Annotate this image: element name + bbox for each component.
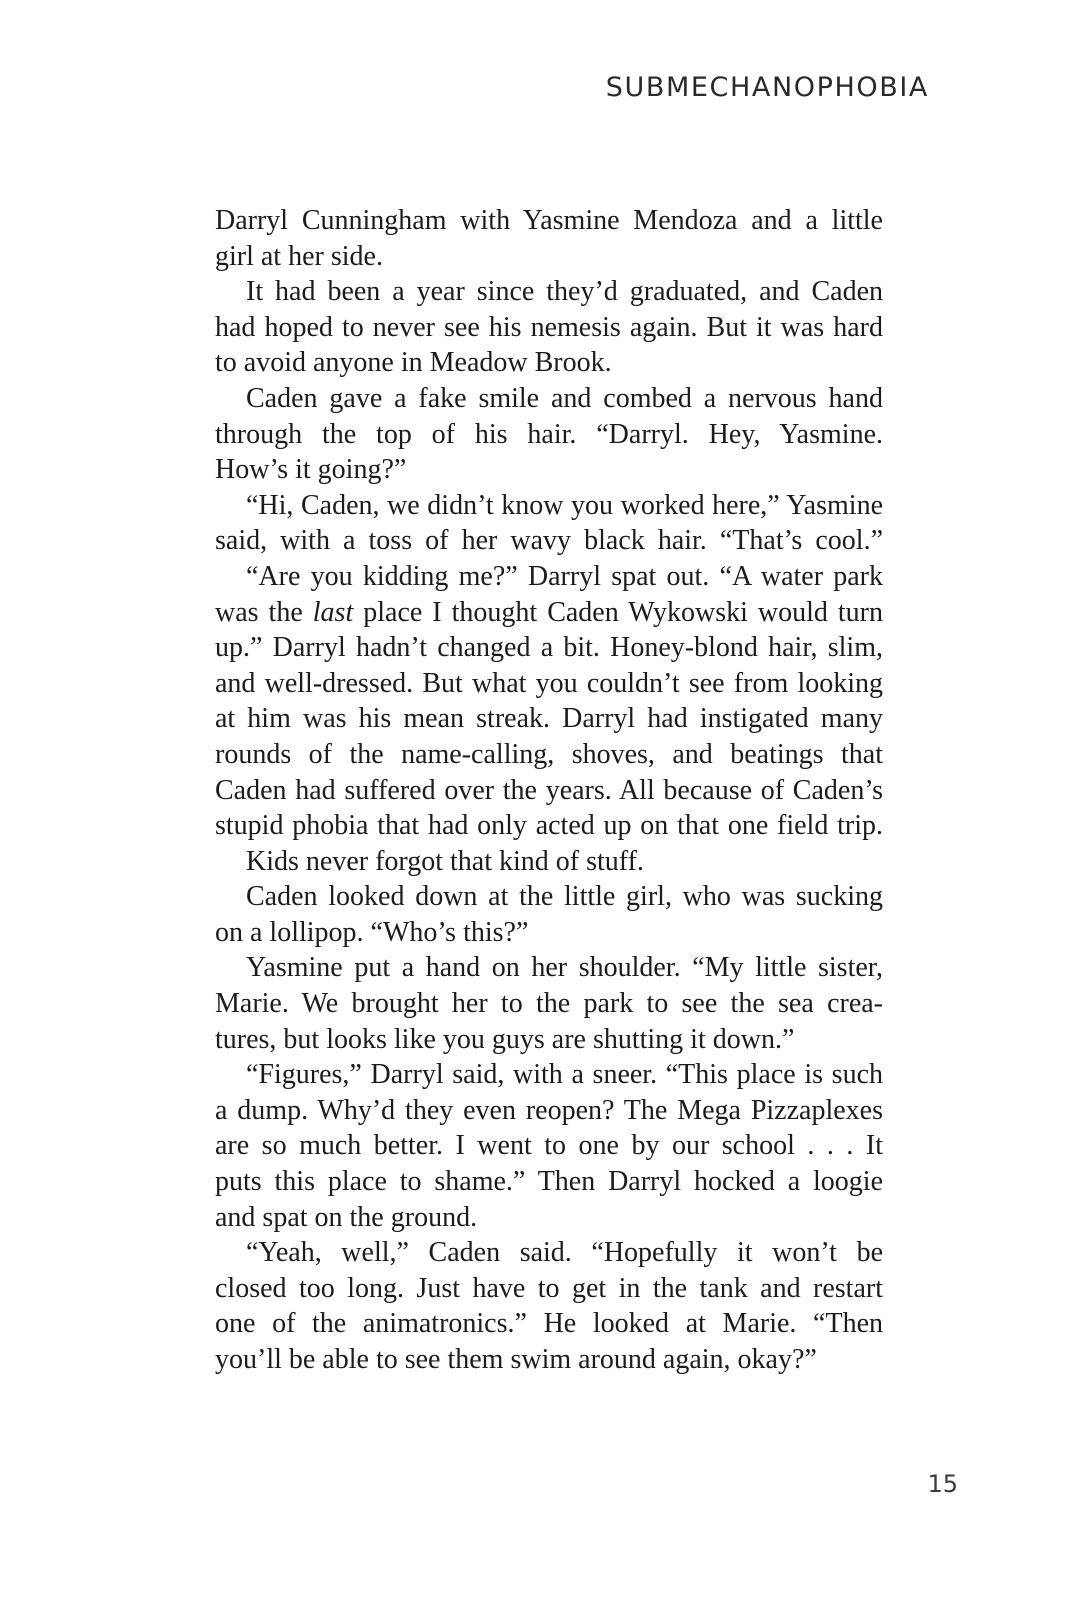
- text-line: “Figures,” Darryl said, with a sneer. “This place is such: [246, 1059, 883, 1091]
- text-line: “Hi, Caden, we didn’t know you worked here,” Yasmine: [246, 489, 883, 521]
- text-line: Caden gave a fake smile and combed a nervous hand: [246, 382, 883, 414]
- text-line: Yasmine put a hand on her shoulder. “My little sister,: [246, 952, 883, 984]
- body-text: [215, 203, 883, 1378]
- running-head-title: SUBMECHANOPHOBIA: [605, 72, 929, 103]
- line-segment: place I thought Caden Wykowski would turn: [353, 596, 883, 628]
- text-line: one of the animatronics.” He looked at Marie. “Then: [215, 1308, 883, 1340]
- text-line: “Yeah, well,” Caden said. “Hopefully it won’t be: [246, 1237, 883, 1269]
- text-line: and spat on the ground.: [215, 1201, 478, 1233]
- text-line: stupid phobia that had only acted up on that one field trip.: [215, 810, 883, 842]
- text-line: rounds of the name-calling, shoves, and beatings that: [215, 738, 883, 770]
- text-line: closed too long. Just have to get in the tank and restart: [215, 1272, 883, 1304]
- text-line: Marie. We brought her to the park to see the sea crea-: [215, 988, 883, 1020]
- text-line: up.” Darryl hadn’t changed a bit. Honey-blond hair, slim,: [215, 632, 883, 664]
- text-line: are so much better. I went to one by our school . . . It: [215, 1130, 883, 1162]
- text-line: Darryl Cunningham with Yasmine Mendoza and a little: [215, 205, 883, 236]
- italic-word: last: [312, 596, 354, 628]
- text-line: How’s it going?”: [215, 454, 407, 486]
- line-segment: was the: [215, 596, 313, 628]
- text-line-italic: [215, 595, 883, 631]
- text-line: to avoid anyone in Meadow Brook.: [215, 347, 612, 379]
- text-line: through the top of his hair. “Darryl. Hey, Yasmine.: [215, 418, 883, 450]
- text-line: Caden looked down at the little girl, who was sucking: [246, 881, 883, 913]
- page-number: 15: [927, 1470, 958, 1498]
- text-line: girl at her side.: [215, 240, 383, 272]
- text-line: Kids never forgot that kind of stuff.: [246, 845, 644, 877]
- text-line: on a lollipop. “Who’s this?”: [215, 916, 529, 948]
- text-line: and well-dressed. But what you couldn’t see from looking: [215, 667, 883, 699]
- text-line: Caden had suffered over the years. All because of Caden’s: [215, 774, 883, 806]
- text-line: a dump. Why’d they even reopen? The Mega Pizzaplexes: [215, 1094, 883, 1126]
- text-line: you’ll be able to see them swim around again, okay?”: [215, 1344, 817, 1375]
- text-line: at him was his mean streak. Darryl had instigated many: [215, 703, 883, 735]
- text-line: tures, but looks like you guys are shutting it down.”: [215, 1023, 795, 1055]
- text-line: “Are you kidding me?” Darryl spat out. “A water park: [246, 560, 883, 592]
- text-line: said, with a toss of her wavy black hair. “That’s cool.”: [215, 525, 883, 557]
- text-line: had hoped to never see his nemesis again. But it was hard: [215, 311, 883, 343]
- text-line: It had been a year since they’d graduated, and Caden: [246, 276, 883, 308]
- text-line: puts this place to shame.” Then Darryl hocked a loogie: [215, 1166, 883, 1198]
